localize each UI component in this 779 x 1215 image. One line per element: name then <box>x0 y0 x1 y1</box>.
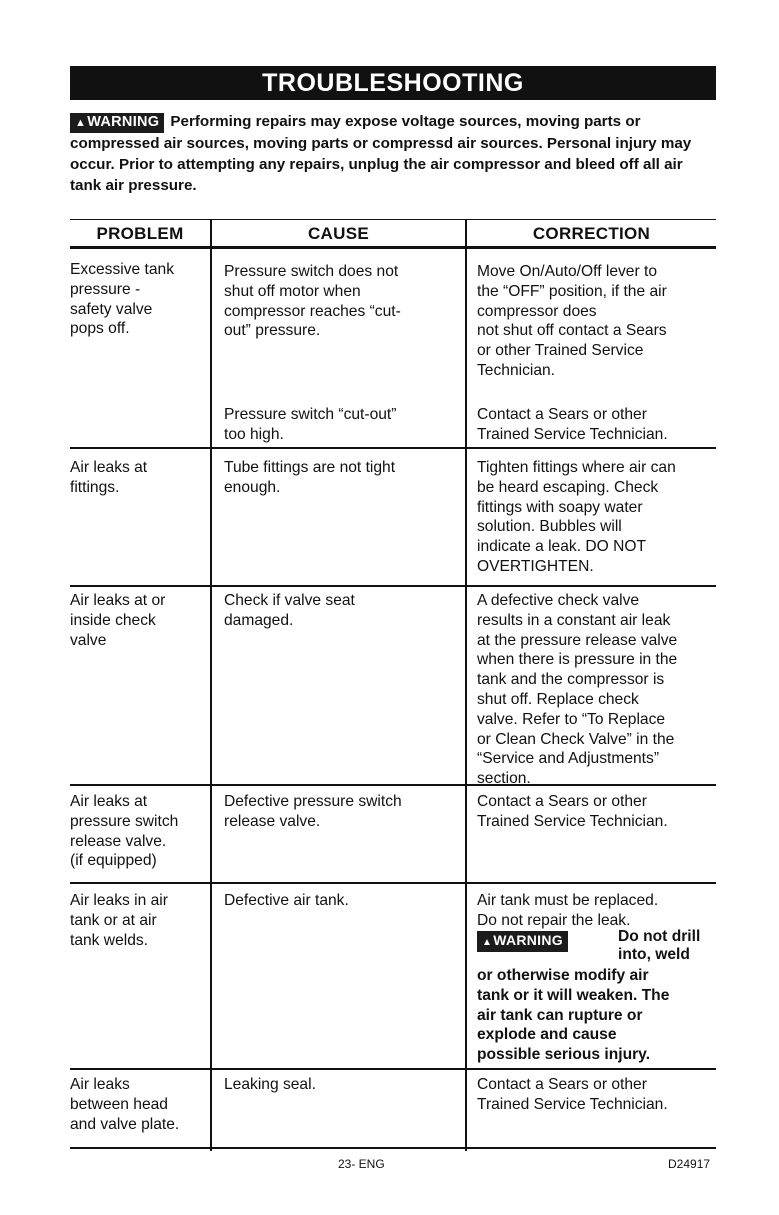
row-2-problem: Air leaks at fittings. <box>70 459 148 496</box>
row-divider <box>70 1068 716 1070</box>
row-3-problem: Air leaks at or inside check valve <box>70 592 166 649</box>
inline-warning-badge: ▲WARNING <box>477 931 568 952</box>
table-top-rule <box>70 219 716 220</box>
row-1-problem: Excessive tank pressure - safety valve pops off. <box>70 261 175 338</box>
header-problem: PROBLEM <box>96 224 184 243</box>
header-correction: CORRECTION <box>532 224 651 243</box>
troubleshooting-table <box>70 219 716 1151</box>
page-number: 23- ENG <box>338 1157 385 1171</box>
row-6-cause: Leaking seal. <box>224 1076 316 1093</box>
row-1-cause-2: Pressure switch “cut-out” too high. <box>224 406 397 443</box>
warning-triangle-icon: ▲ <box>482 937 493 948</box>
row-5-cause: Defective air tank. <box>224 892 349 909</box>
row-5-problem: Air leaks in air tank or at air tank welds. <box>70 892 168 949</box>
column-divider <box>210 219 212 1151</box>
column-divider <box>465 219 467 1151</box>
row-divider <box>70 585 716 587</box>
row-3-correction: A defective check valve results in a constant air leak at the pressure release valve when there is pressure in the tank and the compressor is shut off. Replace check valve. Refer to “To Replace or Clean Check Valve” in the “Service and Adjustments” section. <box>477 592 678 788</box>
header-cause: CAUSE <box>307 224 369 243</box>
row-1-correction-1: Move On/Auto/Off lever to the “OFF” position, if the air compressor does not shut off contact a Sears or other Trained Service Technician. <box>477 263 667 379</box>
page-title: TROUBLESHOOTING <box>70 66 716 100</box>
warning-badge: ▲WARNING <box>70 113 164 133</box>
row-5-warning-side: Do not drill into, weld <box>618 928 701 963</box>
warning-text: Performing repairs may expose voltage sources, moving parts or compressed air sources, moving parts or compressd air sources. Personal injury may occur. Prior to attempting any repairs, unplug the air compressor and bleed off all air tank air pressure. <box>70 113 692 194</box>
row-3-cause: Check if valve seat damaged. <box>224 592 355 629</box>
row-4-problem: Air leaks at pressure switch release valve. (if equipped) <box>70 793 179 870</box>
warning-triangle-icon: ▲ <box>75 117 87 129</box>
row-2-cause: Tube fittings are not tight enough. <box>224 459 396 496</box>
row-divider <box>70 447 716 449</box>
header-rule <box>70 246 716 249</box>
document-code: D24917 <box>668 1157 711 1171</box>
row-divider <box>70 882 716 884</box>
row-5-warning-text: or otherwise modify air tank or it will weaken. The air tank can rupture or explode and cause possible serious injury. <box>477 967 670 1064</box>
row-1-cause-1: Pressure switch does not shut off motor when compressor reaches “cut- out” pressure. <box>224 263 401 340</box>
row-4-cause: Defective pressure switch release valve. <box>224 793 402 830</box>
row-6-correction: Contact a Sears or other Trained Service Technician. <box>477 1076 668 1113</box>
row-4-correction: Contact a Sears or other Trained Service Technician. <box>477 793 668 830</box>
row-2-correction: Tighten fittings where air can be heard escaping. Check fittings with soapy water solution. Bubbles will indicate a leak. DO NOT OVERTIGHTEN. <box>477 459 676 575</box>
row-1-correction-2: Contact a Sears or other Trained Service Technician. <box>477 406 668 443</box>
table-bottom-rule <box>70 1147 716 1149</box>
row-6-problem: Air leaks between head and valve plate. <box>70 1076 180 1133</box>
row-5-correction: Air tank must be replaced. Do not repair the leak. <box>477 892 659 929</box>
warning-paragraph <box>70 111 716 196</box>
